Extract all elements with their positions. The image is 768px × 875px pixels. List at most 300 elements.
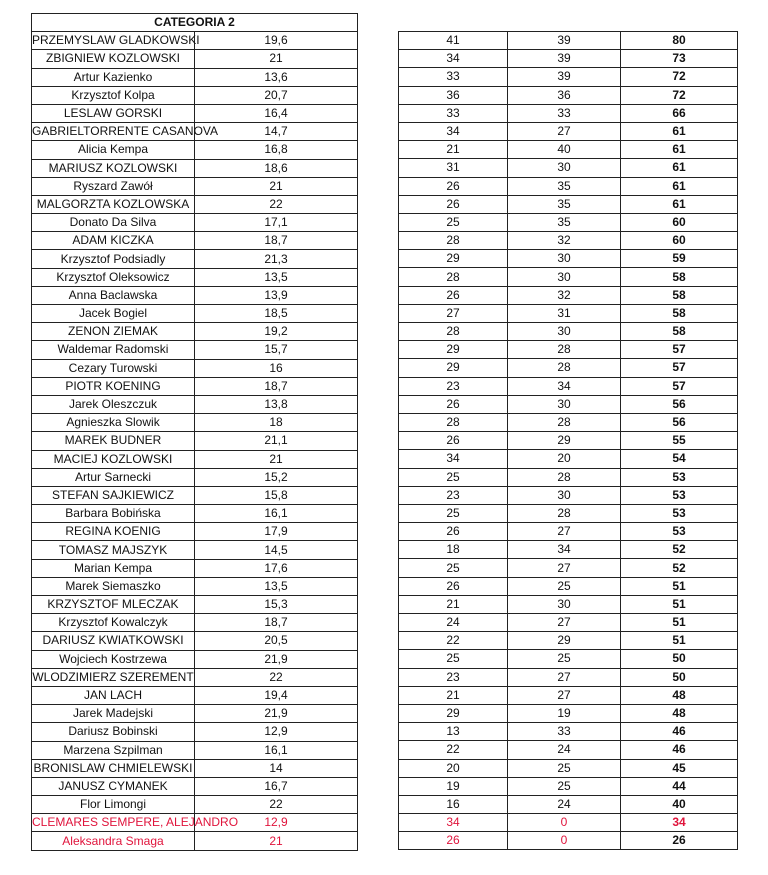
table-row <box>399 122 738 140</box>
player-handicap: 15,2 <box>195 468 358 486</box>
table-row <box>399 559 738 577</box>
player-name: Cezary Turowski <box>32 359 195 377</box>
table-row <box>32 832 358 850</box>
table-row <box>32 468 358 486</box>
player-handicap: 16,1 <box>195 741 358 759</box>
player-handicap: 12,9 <box>195 814 358 832</box>
player-name: Jarek Oleszczuk <box>32 395 195 413</box>
score-total: 61 <box>621 177 738 195</box>
score-second: 25 <box>508 759 621 777</box>
score-total: 72 <box>621 68 738 86</box>
score-total: 55 <box>621 432 738 450</box>
table-row <box>399 195 738 213</box>
table-row <box>399 759 738 777</box>
player-name: KRZYSZTOF MLECZAK <box>32 596 195 614</box>
player-name: Donato Da Silva <box>32 214 195 232</box>
table-row <box>32 323 358 341</box>
table-row <box>32 377 358 395</box>
player-handicap: 15,8 <box>195 486 358 504</box>
player-name: LESLAW GORSKI <box>32 104 195 122</box>
score-second: 30 <box>508 268 621 286</box>
player-handicap: 20,7 <box>195 86 358 104</box>
score-total: 60 <box>621 213 738 231</box>
player-name: Agnieszka Slowik <box>32 414 195 432</box>
score-total: 48 <box>621 686 738 704</box>
score-first: 21 <box>399 141 508 159</box>
table-row <box>32 177 358 195</box>
player-name: Marzena Szpilman <box>32 741 195 759</box>
table-row <box>32 650 358 668</box>
player-handicap: 17,6 <box>195 559 358 577</box>
score-total: 51 <box>621 614 738 632</box>
table-row <box>32 50 358 68</box>
table-row <box>399 595 738 613</box>
table-row <box>399 668 738 686</box>
score-second: 28 <box>508 504 621 522</box>
score-total: 73 <box>621 50 738 68</box>
score-first: 22 <box>399 632 508 650</box>
player-handicap: 21 <box>195 177 358 195</box>
table-row <box>399 686 738 704</box>
player-handicap: 13,5 <box>195 577 358 595</box>
score-second: 30 <box>508 595 621 613</box>
score-total: 52 <box>621 559 738 577</box>
player-name: Dariusz Bobinski <box>32 723 195 741</box>
score-first: 34 <box>399 50 508 68</box>
score-first: 34 <box>399 450 508 468</box>
player-name: Anna Baclawska <box>32 286 195 304</box>
score-second: 32 <box>508 286 621 304</box>
player-handicap: 18,5 <box>195 305 358 323</box>
score-first: 28 <box>399 323 508 341</box>
table-row <box>32 286 358 304</box>
score-first: 26 <box>399 432 508 450</box>
player-handicap: 19,6 <box>195 32 358 50</box>
player-handicap: 16,7 <box>195 777 358 795</box>
table-row <box>32 68 358 86</box>
score-second: 35 <box>508 213 621 231</box>
player-handicap: 18,7 <box>195 614 358 632</box>
table-row <box>32 577 358 595</box>
score-first: 18 <box>399 541 508 559</box>
table-row <box>399 504 738 522</box>
table-row <box>399 432 738 450</box>
player-name: Ryszard Zawół <box>32 177 195 195</box>
score-total: 44 <box>621 777 738 795</box>
score-total: 56 <box>621 395 738 413</box>
table-row <box>399 523 738 541</box>
score-second: 27 <box>508 686 621 704</box>
table-row <box>399 614 738 632</box>
score-second: 25 <box>508 577 621 595</box>
score-total: 26 <box>621 832 738 850</box>
player-handicap: 16,8 <box>195 141 358 159</box>
player-handicap: 21,9 <box>195 650 358 668</box>
player-name: GABRIELTORRENTE CASANOVA <box>32 123 195 141</box>
table-row <box>32 305 358 323</box>
score-second: 27 <box>508 614 621 632</box>
score-first: 25 <box>399 504 508 522</box>
player-name: Jarek Madejski <box>32 705 195 723</box>
score-second: 30 <box>508 323 621 341</box>
table-row <box>399 795 738 813</box>
score-second: 28 <box>508 413 621 431</box>
score-total: 53 <box>621 504 738 522</box>
score-second: 30 <box>508 250 621 268</box>
score-first: 28 <box>399 268 508 286</box>
player-name: STEFAN SAJKIEWICZ <box>32 486 195 504</box>
table-row <box>399 323 738 341</box>
table-row <box>399 632 738 650</box>
player-handicap: 18 <box>195 414 358 432</box>
score-total: 61 <box>621 141 738 159</box>
score-total: 52 <box>621 541 738 559</box>
names-table <box>31 13 358 851</box>
table-row <box>32 141 358 159</box>
score-second: 30 <box>508 395 621 413</box>
score-second: 30 <box>508 159 621 177</box>
player-handicap: 19,2 <box>195 323 358 341</box>
score-total: 51 <box>621 577 738 595</box>
table-row <box>399 304 738 322</box>
score-first: 31 <box>399 159 508 177</box>
player-handicap: 15,3 <box>195 596 358 614</box>
table-row <box>399 359 738 377</box>
score-first: 29 <box>399 250 508 268</box>
table-row <box>32 796 358 814</box>
score-second: 40 <box>508 141 621 159</box>
score-total: 58 <box>621 323 738 341</box>
player-name: JAN LACH <box>32 686 195 704</box>
player-handicap: 14 <box>195 759 358 777</box>
table-row <box>399 777 738 795</box>
player-handicap: 21,1 <box>195 432 358 450</box>
player-name: Artur Sarnecki <box>32 468 195 486</box>
score-first: 29 <box>399 359 508 377</box>
player-name: Aleksandra Smaga <box>32 832 195 850</box>
score-second: 27 <box>508 122 621 140</box>
player-handicap: 16 <box>195 359 358 377</box>
score-first: 21 <box>399 595 508 613</box>
table-row <box>32 395 358 413</box>
score-second: 20 <box>508 450 621 468</box>
score-second: 28 <box>508 468 621 486</box>
player-handicap: 20,5 <box>195 632 358 650</box>
table-row <box>399 577 738 595</box>
table-row <box>32 104 358 122</box>
table-row <box>399 159 738 177</box>
score-total: 58 <box>621 268 738 286</box>
score-second: 27 <box>508 523 621 541</box>
score-total: 46 <box>621 741 738 759</box>
player-name: Waldemar Radomski <box>32 341 195 359</box>
player-name: ZBIGNIEW KOZLOWSKI <box>32 50 195 68</box>
score-second: 27 <box>508 668 621 686</box>
score-total: 60 <box>621 232 738 250</box>
score-first: 23 <box>399 377 508 395</box>
score-second: 29 <box>508 432 621 450</box>
score-second: 33 <box>508 723 621 741</box>
table-row <box>399 814 738 832</box>
score-second: 36 <box>508 86 621 104</box>
score-second: 32 <box>508 232 621 250</box>
score-total: 53 <box>621 468 738 486</box>
table-row <box>399 86 738 104</box>
player-handicap: 13,5 <box>195 268 358 286</box>
score-total: 50 <box>621 650 738 668</box>
table-row <box>32 268 358 286</box>
score-second: 27 <box>508 559 621 577</box>
player-handicap: 14,7 <box>195 123 358 141</box>
table-row <box>32 723 358 741</box>
score-first: 23 <box>399 486 508 504</box>
table-row <box>399 177 738 195</box>
table-row <box>32 214 358 232</box>
table-row <box>399 468 738 486</box>
score-first: 25 <box>399 213 508 231</box>
player-name: Krzysztof Kowalczyk <box>32 614 195 632</box>
player-name: JANUSZ CYMANEK <box>32 777 195 795</box>
score-total: 61 <box>621 159 738 177</box>
player-name: PRZEMYSLAW GLADKOWSKI <box>32 32 195 50</box>
score-second: 39 <box>508 32 621 50</box>
score-second: 34 <box>508 541 621 559</box>
score-total: 56 <box>621 413 738 431</box>
score-total: 58 <box>621 304 738 322</box>
table-row <box>32 523 358 541</box>
table-row <box>32 741 358 759</box>
player-name: Alicia Kempa <box>32 141 195 159</box>
player-name: MARIUSZ KOZLOWSKI <box>32 159 195 177</box>
score-total: 61 <box>621 122 738 140</box>
table-row <box>32 686 358 704</box>
table-row <box>399 232 738 250</box>
player-handicap: 17,1 <box>195 214 358 232</box>
table-row <box>399 395 738 413</box>
score-first: 33 <box>399 104 508 122</box>
player-name: PIOTR KOENING <box>32 377 195 395</box>
table-row <box>32 705 358 723</box>
score-total: 66 <box>621 104 738 122</box>
player-name: Krzysztof Oleksowicz <box>32 268 195 286</box>
player-handicap: 14,5 <box>195 541 358 559</box>
score-first: 36 <box>399 86 508 104</box>
score-first: 26 <box>399 577 508 595</box>
player-handicap: 13,6 <box>195 68 358 86</box>
score-total: 61 <box>621 195 738 213</box>
table-row <box>399 741 738 759</box>
score-total: 80 <box>621 32 738 50</box>
score-second: 31 <box>508 304 621 322</box>
score-total: 51 <box>621 595 738 613</box>
table-row <box>399 250 738 268</box>
player-handicap: 21 <box>195 450 358 468</box>
score-first: 26 <box>399 286 508 304</box>
player-name: BRONISLAW CHMIELEWSKI <box>32 759 195 777</box>
player-handicap: 18,7 <box>195 377 358 395</box>
player-handicap: 22 <box>195 796 358 814</box>
table-row <box>32 450 358 468</box>
player-name: ADAM KICZKA <box>32 232 195 250</box>
score-total: 46 <box>621 723 738 741</box>
player-handicap: 22 <box>195 195 358 213</box>
player-name: DARIUSZ KWIATKOWSKI <box>32 632 195 650</box>
score-first: 20 <box>399 759 508 777</box>
table-row <box>399 377 738 395</box>
table-row <box>399 704 738 722</box>
score-first: 25 <box>399 559 508 577</box>
score-first: 26 <box>399 523 508 541</box>
score-first: 29 <box>399 341 508 359</box>
player-name: CLEMARES SEMPERE, ALEJANDRO <box>32 814 195 832</box>
player-handicap: 21,9 <box>195 705 358 723</box>
player-handicap: 16,4 <box>195 104 358 122</box>
score-total: 57 <box>621 377 738 395</box>
player-name: Krzysztof Podsiadly <box>32 250 195 268</box>
score-second: 35 <box>508 195 621 213</box>
score-first: 24 <box>399 614 508 632</box>
table-row <box>399 32 738 50</box>
player-handicap: 17,9 <box>195 523 358 541</box>
score-first: 28 <box>399 232 508 250</box>
score-second: 28 <box>508 359 621 377</box>
table-row <box>32 250 358 268</box>
table-row <box>32 159 358 177</box>
table-row <box>32 596 358 614</box>
table-row <box>32 505 358 523</box>
player-handicap: 21 <box>195 832 358 850</box>
score-second: 25 <box>508 777 621 795</box>
table-row <box>32 668 358 686</box>
score-second: 25 <box>508 650 621 668</box>
score-second: 30 <box>508 486 621 504</box>
table-row <box>399 650 738 668</box>
table-row <box>399 268 738 286</box>
score-first: 22 <box>399 741 508 759</box>
table-row <box>32 486 358 504</box>
score-first: 29 <box>399 704 508 722</box>
player-handicap: 22 <box>195 668 358 686</box>
table-row <box>399 341 738 359</box>
player-name: REGINA KOENIG <box>32 523 195 541</box>
score-total: 48 <box>621 704 738 722</box>
score-total: 40 <box>621 795 738 813</box>
score-second: 35 <box>508 177 621 195</box>
score-total: 53 <box>621 486 738 504</box>
score-first: 33 <box>399 68 508 86</box>
player-name: WLODZIMIERZ SZEREMENT <box>32 668 195 686</box>
score-second: 24 <box>508 795 621 813</box>
table-row <box>399 213 738 231</box>
score-total: 72 <box>621 86 738 104</box>
table-row <box>32 759 358 777</box>
table-row <box>32 632 358 650</box>
scores-table <box>398 31 738 850</box>
score-first: 19 <box>399 777 508 795</box>
score-first: 34 <box>399 122 508 140</box>
table-row <box>32 414 358 432</box>
score-first: 26 <box>399 395 508 413</box>
player-handicap: 18,6 <box>195 159 358 177</box>
table-row <box>399 541 738 559</box>
player-handicap: 19,4 <box>195 686 358 704</box>
table-row <box>399 450 738 468</box>
score-second: 33 <box>508 104 621 122</box>
player-name: MACIEJ KOZLOWSKI <box>32 450 195 468</box>
player-handicap: 12,9 <box>195 723 358 741</box>
player-handicap: 21,3 <box>195 250 358 268</box>
score-total: 45 <box>621 759 738 777</box>
table-row <box>399 104 738 122</box>
score-first: 23 <box>399 668 508 686</box>
table-row <box>32 195 358 213</box>
table-row <box>32 232 358 250</box>
player-handicap: 13,9 <box>195 286 358 304</box>
table-row <box>399 50 738 68</box>
score-second: 29 <box>508 632 621 650</box>
player-name: Marek Siemaszko <box>32 577 195 595</box>
score-first: 25 <box>399 468 508 486</box>
score-first: 28 <box>399 413 508 431</box>
table-row <box>32 559 358 577</box>
player-handicap: 16,1 <box>195 505 358 523</box>
score-total: 59 <box>621 250 738 268</box>
table-row <box>399 832 738 850</box>
score-second: 28 <box>508 341 621 359</box>
score-first: 25 <box>399 650 508 668</box>
score-total: 57 <box>621 341 738 359</box>
player-name: ZENON ZIEMAK <box>32 323 195 341</box>
score-second: 39 <box>508 50 621 68</box>
player-name: Wojciech Kostrzewa <box>32 650 195 668</box>
table-row <box>399 413 738 431</box>
score-total: 54 <box>621 450 738 468</box>
table-row <box>32 814 358 832</box>
player-name: Barbara Bobińska <box>32 505 195 523</box>
player-handicap: 18,7 <box>195 232 358 250</box>
score-second: 19 <box>508 704 621 722</box>
player-name: Jacek Bogiel <box>32 305 195 323</box>
score-first: 16 <box>399 795 508 813</box>
table-row <box>32 432 358 450</box>
score-second: 0 <box>508 814 621 832</box>
header-row <box>32 14 358 32</box>
score-total: 51 <box>621 632 738 650</box>
player-name: MALGORZTA KOZLOWSKA <box>32 195 195 213</box>
table-row <box>32 32 358 50</box>
table-row <box>399 141 738 159</box>
table-row <box>32 614 358 632</box>
table-row <box>32 86 358 104</box>
score-first: 26 <box>399 177 508 195</box>
table-row <box>32 341 358 359</box>
score-first: 27 <box>399 304 508 322</box>
score-first: 21 <box>399 686 508 704</box>
table-row <box>399 486 738 504</box>
player-name: Artur Kazienko <box>32 68 195 86</box>
score-first: 13 <box>399 723 508 741</box>
table-row <box>399 286 738 304</box>
table-row <box>32 777 358 795</box>
table-row <box>399 68 738 86</box>
score-total: 50 <box>621 668 738 686</box>
score-second: 34 <box>508 377 621 395</box>
player-name: Flor Limongi <box>32 796 195 814</box>
score-first: 34 <box>399 814 508 832</box>
score-total: 58 <box>621 286 738 304</box>
player-name: MAREK BUDNER <box>32 432 195 450</box>
player-handicap: 15,7 <box>195 341 358 359</box>
